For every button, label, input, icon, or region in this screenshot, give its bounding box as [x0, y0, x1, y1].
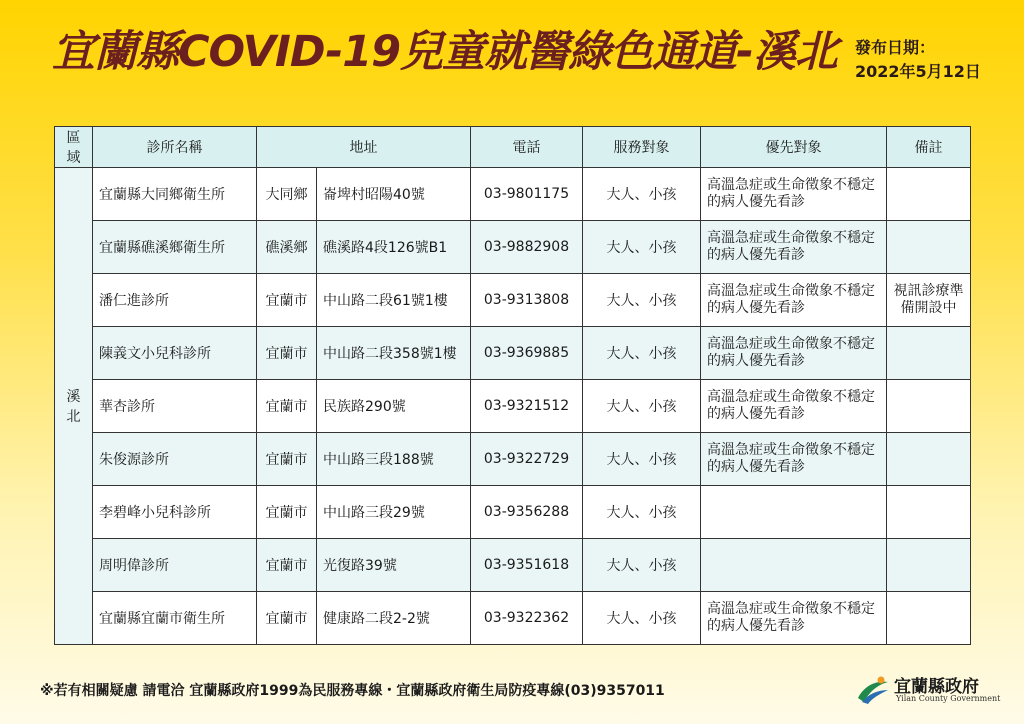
clinic-phone: 03-9351618: [471, 539, 583, 592]
clinic-name: 朱俊源診所: [93, 433, 257, 486]
logo-name: 宜蘭縣政府: [894, 677, 979, 697]
clinic-priority: [701, 486, 887, 539]
clinic-service-target: 大人、小孩: [583, 221, 701, 274]
clinic-name: 周明偉診所: [93, 539, 257, 592]
clinic-name: 李碧峰小兒科診所: [93, 486, 257, 539]
footer-contact: ※若有相關疑慮 請電洽 宜蘭縣政府1999為民服務專線・宜蘭縣政府衛生局防疫專線(03)9357011: [40, 683, 665, 699]
header-address: 地址: [257, 127, 471, 168]
page-title: 宜蘭縣COVID-19兒童就醫綠色通道-溪北: [52, 27, 837, 77]
clinic-note: [887, 539, 971, 592]
clinic-service-target: 大人、小孩: [583, 433, 701, 486]
clinic-name: 陳義文小兒科診所: [93, 327, 257, 380]
clinic-priority: 高溫急症或生命徵象不穩定的病人優先看診: [701, 433, 887, 486]
clinic-service-target: 大人、小孩: [583, 274, 701, 327]
clinic-town: 礁溪鄉: [257, 221, 317, 274]
table-row: [55, 380, 971, 433]
clinic-table: [54, 126, 971, 645]
clinic-phone: 03-9322362: [471, 592, 583, 645]
yilan-emblem-icon: [856, 672, 890, 706]
clinic-address: 礁溪路4段126號B1: [317, 221, 471, 274]
clinic-phone: 03-9321512: [471, 380, 583, 433]
clinic-address: 中山路二段61號1樓: [317, 274, 471, 327]
table-row: [55, 486, 971, 539]
clinic-priority: 高溫急症或生命徵象不穩定的病人優先看診: [701, 274, 887, 327]
table-body: [55, 168, 971, 645]
clinic-note: [887, 433, 971, 486]
header-region: 區域: [55, 127, 93, 168]
clinic-note: [887, 327, 971, 380]
clinic-service-target: 大人、小孩: [583, 539, 701, 592]
clinic-phone: 03-9801175: [471, 168, 583, 221]
clinic-priority: 高溫急症或生命徵象不穩定的病人優先看診: [701, 380, 887, 433]
clinic-address: 民族路290號: [317, 380, 471, 433]
table-row: [55, 433, 971, 486]
clinic-phone: 03-9322729: [471, 433, 583, 486]
logo-english: Yilan County Government: [896, 694, 1001, 703]
clinic-address: 光復路39號: [317, 539, 471, 592]
clinic-service-target: 大人、小孩: [583, 486, 701, 539]
publish-date-label: 發布日期：: [855, 38, 936, 57]
clinic-priority: 高溫急症或生命徵象不穩定的病人優先看診: [701, 327, 887, 380]
clinic-note: [887, 221, 971, 274]
clinic-address: 中山路三段29號: [317, 486, 471, 539]
clinic-service-target: 大人、小孩: [583, 168, 701, 221]
clinic-town: 大同鄉: [257, 168, 317, 221]
clinic-town: 宜蘭市: [257, 539, 317, 592]
clinic-town: 宜蘭市: [257, 380, 317, 433]
clinic-name: 宜蘭縣大同鄉衛生所: [93, 168, 257, 221]
clinic-town: 宜蘭市: [257, 274, 317, 327]
table-row: [55, 168, 971, 221]
clinic-town: 宜蘭市: [257, 327, 317, 380]
clinic-name: 宜蘭縣礁溪鄉衛生所: [93, 221, 257, 274]
clinic-address: 健康路二段2-2號: [317, 592, 471, 645]
table-header-row: [55, 127, 971, 168]
clinic-name: 潘仁進診所: [93, 274, 257, 327]
clinic-name: 華杏診所: [93, 380, 257, 433]
clinic-priority: 高溫急症或生命徵象不穩定的病人優先看診: [701, 592, 887, 645]
table-row: [55, 327, 971, 380]
region-cell: 溪北: [55, 168, 93, 645]
header-note: 備註: [887, 127, 971, 168]
clinic-phone: 03-9356288: [471, 486, 583, 539]
header-priority: 優先對象: [701, 127, 887, 168]
clinic-phone: 03-9882908: [471, 221, 583, 274]
header-service-target: 服務對象: [583, 127, 701, 168]
clinic-note: [887, 168, 971, 221]
clinic-note: [887, 380, 971, 433]
government-logo: [856, 670, 1006, 710]
clinic-service-target: 大人、小孩: [583, 380, 701, 433]
clinic-note: 視訊診療準備開設中: [887, 274, 971, 327]
clinic-address: 中山路三段188號: [317, 433, 471, 486]
table-row: [55, 274, 971, 327]
clinic-address: 崙埤村昭陽40號: [317, 168, 471, 221]
clinic-priority: [701, 539, 887, 592]
clinic-name: 宜蘭縣宜蘭市衛生所: [93, 592, 257, 645]
publish-date: [855, 36, 995, 84]
clinic-priority: 高溫急症或生命徵象不穩定的病人優先看診: [701, 168, 887, 221]
header-clinic-name: 診所名稱: [93, 127, 257, 168]
clinic-service-target: 大人、小孩: [583, 327, 701, 380]
table-row: [55, 592, 971, 645]
header-phone: 電話: [471, 127, 583, 168]
clinic-phone: 03-9369885: [471, 327, 583, 380]
publish-date-value: 2022年5月12日: [855, 62, 981, 81]
clinic-address: 中山路二段358號1樓: [317, 327, 471, 380]
clinic-service-target: 大人、小孩: [583, 592, 701, 645]
table-row: [55, 539, 971, 592]
clinic-town: 宜蘭市: [257, 433, 317, 486]
clinic-note: [887, 592, 971, 645]
clinic-phone: 03-9313808: [471, 274, 583, 327]
clinic-town: 宜蘭市: [257, 592, 317, 645]
table-row: [55, 221, 971, 274]
clinic-town: 宜蘭市: [257, 486, 317, 539]
clinic-note: [887, 486, 971, 539]
clinic-priority: 高溫急症或生命徵象不穩定的病人優先看診: [701, 221, 887, 274]
